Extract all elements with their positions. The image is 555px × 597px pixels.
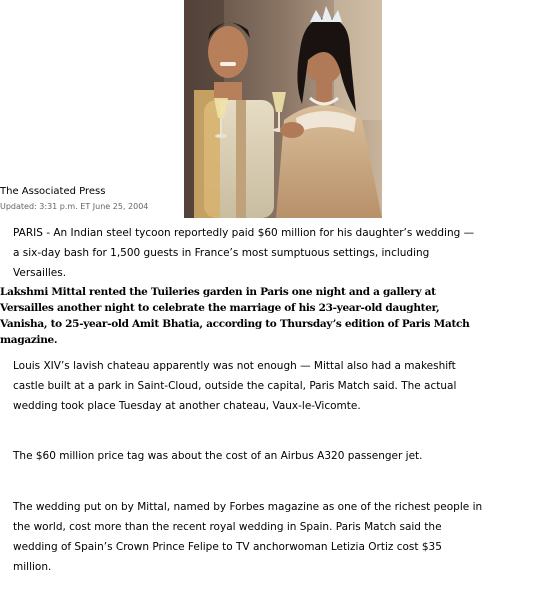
wedding-photo [184, 0, 382, 218]
article-paragraph-5: The wedding put on by Mittal, named by Forbes magazine as one of the richest people in the world, cost more than the recent royal wedding in Spain. Paris Match said the wedding of Spain’s Crown Prince Felipe to TV anchorwoman Letizia Ortiz cost $35 million. [13, 501, 483, 573]
wedding-photo-illustration [184, 0, 382, 218]
byline [0, 186, 180, 212]
article-paragraph-2: Lakshmi Mittal rented the Tuileries garden in Paris one night and a gallery at Versailles another night to celebrate the marriage of his 23-year-old daughter, Vanisha, to 25-year-old Amit Bhatia, according to Thursday’s edition of Paris Match magazine. [0, 286, 470, 346]
article-paragraph-3: Louis XIV’s lavish chateau apparently was not enough — Mittal also had a makeshift castle built at a park in Saint-Cloud, outside the capital, Paris Match said. The actual wedding took place Tuesday at another chateau, Vaux-le-Vicomte. [13, 360, 457, 412]
byline-updated-timestamp: Updated: 3:31 p.m. ET June 25, 2004 [0, 202, 149, 211]
article-paragraph-4: The $60 million price tag was about the cost of an Airbus A320 passenger jet. [13, 450, 423, 462]
byline-source: The Associated Press [0, 186, 106, 197]
article-paragraph-1: PARIS - An Indian steel tycoon reportedly paid $60 million for his daughter’s wedding — a six-day bash for 1,500 guests in France’s most sumptuous settings, including Versailles. [13, 227, 475, 279]
